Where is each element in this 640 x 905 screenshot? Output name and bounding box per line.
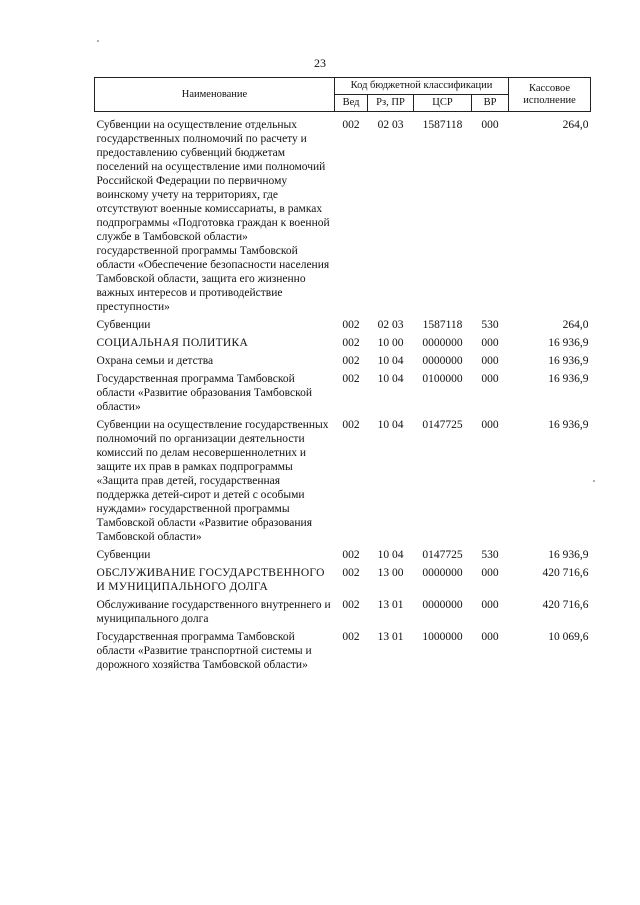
header-execution [509, 78, 591, 112]
row-csr: 0100000 [422, 373, 463, 385]
row-rz-pr: 13 01 [377, 631, 404, 643]
row-sum: 264,0 [562, 319, 589, 331]
table-row [95, 372, 591, 418]
page-number: 23 [314, 56, 326, 70]
row-csr: 0000000 [422, 337, 463, 349]
header-vr: ВР [472, 95, 509, 112]
row-name: Субвенции на осуществление отдельных государственных полномочий по расчету и предоставлению субвенций бюджетам поселений на осуществление ими полномочий Российской Федерации по первичному воинскому учету на территориях, где отсутствуют военные комиссариаты, в рамках подпрограммы «Подготовка граждан к военной службе в Тамбовской области» государственной программы Тамбовской области «Обеспечение безопасности населения Тамбовской области, защита его жизненно важных интересов и противодействие преступности» [96, 119, 330, 313]
row-ved: 002 [342, 631, 360, 643]
row-vr: 000 [481, 119, 499, 131]
row-ved: 002 [342, 119, 360, 131]
row-rz-pr: 10 04 [377, 373, 404, 385]
row-sum: 420 716,6 [542, 567, 589, 579]
table-row [95, 598, 591, 630]
header-execution-line2: исполнение [523, 94, 576, 106]
table-header [95, 78, 591, 112]
row-name: Государственная программа Тамбовской области «Развитие образования Тамбовской области» [96, 373, 312, 413]
header-name: Наименование [95, 78, 335, 112]
row-sum: 420 716,6 [542, 599, 589, 611]
header-csr: ЦСР [414, 95, 472, 112]
row-ved: 002 [342, 373, 360, 385]
row-ved: 002 [342, 599, 360, 611]
row-csr: 1000000 [422, 631, 463, 643]
row-vr: 000 [481, 567, 499, 579]
table-row [95, 418, 591, 548]
row-ved: 002 [342, 355, 360, 367]
row-ved: 002 [342, 337, 360, 349]
row-name: Охрана семьи и детства [96, 355, 214, 367]
row-vr: 000 [481, 419, 499, 431]
row-name: ОБСЛУЖИВАНИЕ ГОСУДАРСТВЕННОГО И МУНИЦИПАЛЬНОГО ДОЛГА [96, 567, 325, 593]
header-rz-pr: Рз, ПР [368, 95, 414, 112]
row-vr: 000 [481, 631, 499, 643]
row-sum: 10 069,6 [548, 631, 589, 643]
table-row [95, 630, 591, 676]
row-rz-pr: 10 04 [377, 549, 404, 561]
row-name: Субвенции [96, 549, 151, 561]
row-ved: 002 [342, 549, 360, 561]
row-rz-pr: 02 03 [377, 319, 404, 331]
row-rz-pr: 13 00 [377, 567, 404, 579]
header-code-group: Код бюджетной классификации [335, 78, 509, 95]
row-vr: 530 [481, 319, 499, 331]
row-ved: 002 [342, 419, 360, 431]
row-rz-pr: 13 01 [377, 599, 404, 611]
row-vr: 000 [481, 337, 499, 349]
row-vr: 530 [481, 549, 499, 561]
table-row [95, 566, 591, 598]
row-name: Обслуживание государственного внутреннего и муниципального долга [96, 599, 331, 625]
row-name: СОЦИАЛЬНАЯ ПОЛИТИКА [96, 337, 249, 349]
table-row [95, 354, 591, 372]
row-csr: 0000000 [422, 567, 463, 579]
row-sum: 16 936,9 [548, 419, 589, 431]
row-csr: 0147725 [422, 549, 463, 561]
table-row [95, 548, 591, 566]
row-name: Государственная программа Тамбовской области «Развитие транспортной системы и дорожного хозяйства Тамбовской области» [96, 631, 312, 671]
row-name: Субвенции на осуществление государственных полномочий по организации деятельности комиссий по делам несовершеннолетних и защите их прав в рамках подпрограммы «Защита прав детей, государственная поддержка детей-сирот и детей с особыми нуждами» государственной программы Тамбовской области «Развитие образования Тамбовской области» [96, 419, 329, 543]
row-sum: 16 936,9 [548, 373, 589, 385]
row-rz-pr: 10 04 [377, 355, 404, 367]
header-ved: Вед [335, 95, 368, 112]
header-execution-line1: Кассовое [529, 82, 571, 94]
row-ved: 002 [342, 567, 360, 579]
scan-speck [593, 480, 595, 482]
scan-speck [97, 40, 99, 42]
row-name: Субвенции [96, 319, 151, 331]
row-csr: 1587118 [422, 319, 463, 331]
table-row [95, 336, 591, 354]
row-sum: 264,0 [562, 119, 589, 131]
row-csr: 0000000 [422, 355, 463, 367]
table-row [95, 112, 591, 319]
row-vr: 000 [481, 355, 499, 367]
row-vr: 000 [481, 599, 499, 611]
row-csr: 1587118 [422, 119, 463, 131]
row-vr: 000 [481, 373, 499, 385]
row-csr: 0000000 [422, 599, 463, 611]
row-rz-pr: 02 03 [377, 119, 404, 131]
row-rz-pr: 10 00 [377, 337, 404, 349]
row-ved: 002 [342, 319, 360, 331]
row-csr: 0147725 [422, 419, 463, 431]
row-rz-pr: 10 04 [377, 419, 404, 431]
row-sum: 16 936,9 [548, 549, 589, 561]
table-row [95, 318, 591, 336]
row-sum: 16 936,9 [548, 355, 589, 367]
budget-table [94, 77, 591, 676]
table-body [95, 112, 591, 677]
row-sum: 16 936,9 [548, 337, 589, 349]
